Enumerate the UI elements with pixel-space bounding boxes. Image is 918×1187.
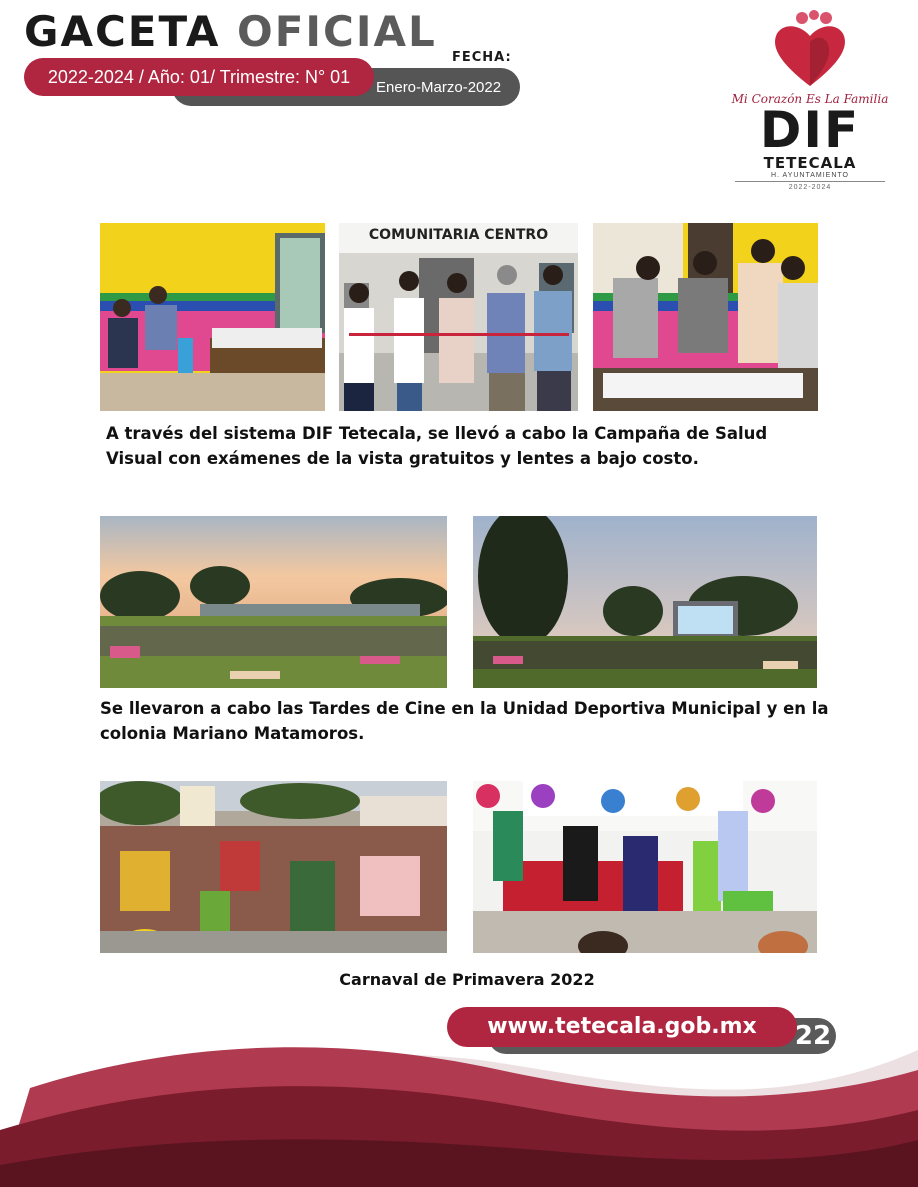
title-part-gaceta: GACETA bbox=[24, 7, 221, 56]
logo-years: 2022-2024 bbox=[788, 184, 832, 191]
caption-cinema-afternoons: Se llevaron a cabo las Tardes de Cine en la Unidad Deportiva Municipal y en la colonia Mariano Matamoros. bbox=[100, 699, 829, 743]
website-link[interactable]: www.tetecala.gob.mx bbox=[447, 1007, 797, 1047]
photo-eye-exam-1 bbox=[100, 223, 325, 411]
logo-divider bbox=[735, 181, 885, 182]
gazette-title bbox=[24, 6, 437, 58]
photo-carnival-contest bbox=[473, 781, 817, 953]
page-number: 22 bbox=[794, 1021, 832, 1051]
photo-cinema-evening-1 bbox=[100, 516, 447, 688]
photo-cinema-evening-2 bbox=[473, 516, 817, 688]
photo-eye-exam-2 bbox=[593, 223, 818, 411]
logo-ayuntamiento: H. AYUNTAMIENTO bbox=[770, 172, 849, 179]
caption-spring-carnival: Carnaval de Primavera 2022 bbox=[339, 970, 595, 989]
photo-sign-text: COMUNITARIA CENTRO bbox=[368, 227, 549, 243]
title-part-oficial: OFICIAL bbox=[237, 7, 437, 56]
logo-dif: DIF bbox=[759, 101, 861, 159]
date-text: Enero-Marzo-2022 bbox=[376, 79, 502, 96]
caption-vision-campaign: A través del sistema DIF Tetecala, se llevó a cabo la Campaña de Salud Visual con exámenes de la vista gratuitos y lentes a bajo costo. bbox=[106, 424, 768, 468]
photo-ribbon-cutting bbox=[339, 223, 578, 411]
fecha-label: FECHA: bbox=[452, 50, 512, 65]
edition-pill: 2022-2024 / Año: 01/ Trimestre: N° 01 bbox=[24, 58, 374, 96]
heart-family-icon bbox=[770, 8, 850, 88]
logo-town: TETECALA bbox=[763, 154, 857, 172]
logo-slogan: Mi Corazón Es La Familia bbox=[731, 92, 889, 106]
photo-carnival-crowd bbox=[100, 781, 447, 953]
dif-logo bbox=[730, 8, 890, 198]
